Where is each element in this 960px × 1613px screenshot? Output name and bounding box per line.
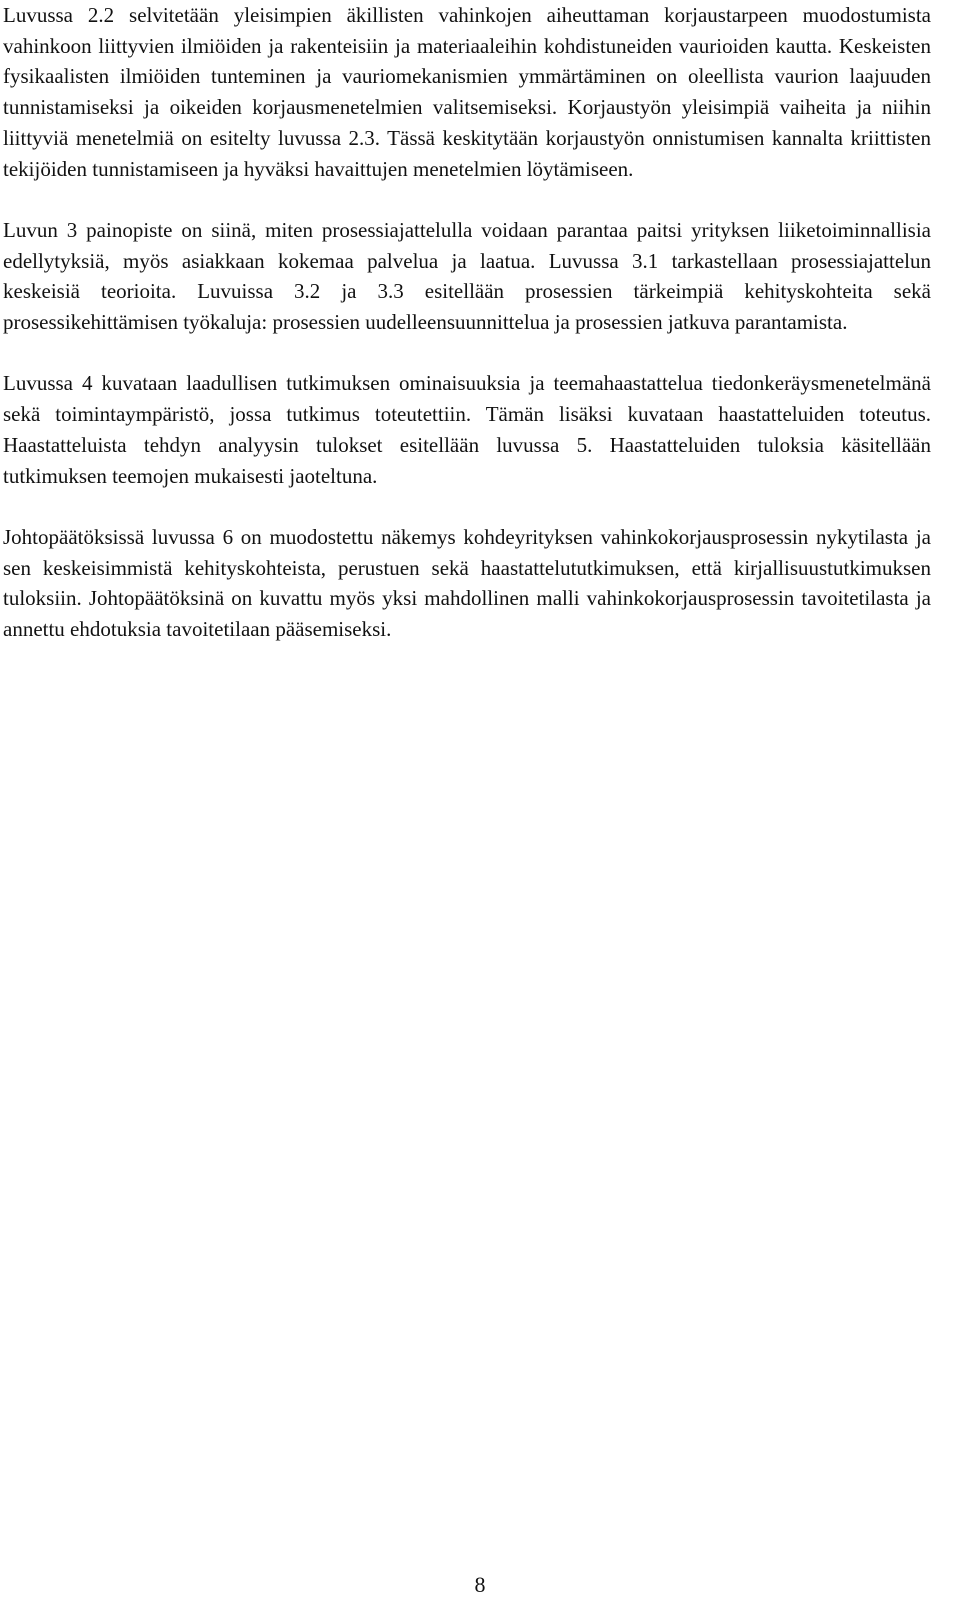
paragraph-chapter-3: Luvun 3 painopiste on siinä, miten prosessiajattelulla voidaan parantaa paitsi yrityksen liiketoiminnallisia edellytyksiä, myös asiakkaan kokemaa palvelua ja laatua. Luvussa 3.1 tarkastellaan prosessiajattelun keskeisiä teorioita. Luvuissa 3.2 ja 3.3 esitellään prosessien tärkeimpiä kehityskohteita sekä prosessikehittämisen työkaluja: prosessien uudelleensuunnittelua ja prosessien jatkuva parantamista. xyxy=(3,217,931,335)
page-number: 8 xyxy=(474,1572,486,1597)
body-text xyxy=(3,0,931,645)
paragraph-chapter-2: Luvussa 2.2 selvitetään yleisimpien äkillisten vahinkojen aiheuttaman korjaustarpeen muodostumista vahinkoon liittyvien ilmiöiden ja rakenteisiin ja materiaaleihin kohdistuneiden vaurioiden kautta. Keskeisten fysikaalisten ilmiöiden tunteminen ja vauriomekanismien ymmärtäminen on oleellista vaurion laajuuden tunnistamiseksi ja oikeiden korjausmenetelmien valitsemiseksi. Korjaustyön yleisimpiä vaiheita ja niihin liittyviä menetelmiä on esitelty luvussa 2.3. Tässä keskitytään korjaustyön onnistumisen kannalta kriittisten tekijöiden tunnistamiseen ja hyväksi havaittujen menetelmien löytämiseen. xyxy=(3,3,931,181)
paragraph-chapter-6: Johtopäätöksissä luvussa 6 on muodostettu näkemys kohdeyrityksen vahinkokorjausprosessin nykytilasta ja sen keskeisimmistä kehityskohteista, perustuen sekä haastattelututkimuksen, että kirjallisuustutkimuksen tuloksiin. Johtopäätöksinä on kuvattu myös yksi mahdollinen malli vahinkokorjausprosessin tavoitetilasta ja annettu ehdotuksia tavoitetilaan pääsemiseksi. xyxy=(3,524,931,642)
paragraph-chapter-4: Luvussa 4 kuvataan laadullisen tutkimuksen ominaisuuksia ja teemahaastattelua tiedonkeräysmenetelmänä sekä toimintaympäristö, jossa tutkimus toteutettiin. Tämän lisäksi kuvataan haastatteluiden toteutus. Haastatteluista tehdyn analyysin tulokset esitellään luvussa 5. Haastatteluiden tuloksia käsitellään tutkimuksen teemojen mukaisesti jaoteltuna. xyxy=(3,371,931,488)
